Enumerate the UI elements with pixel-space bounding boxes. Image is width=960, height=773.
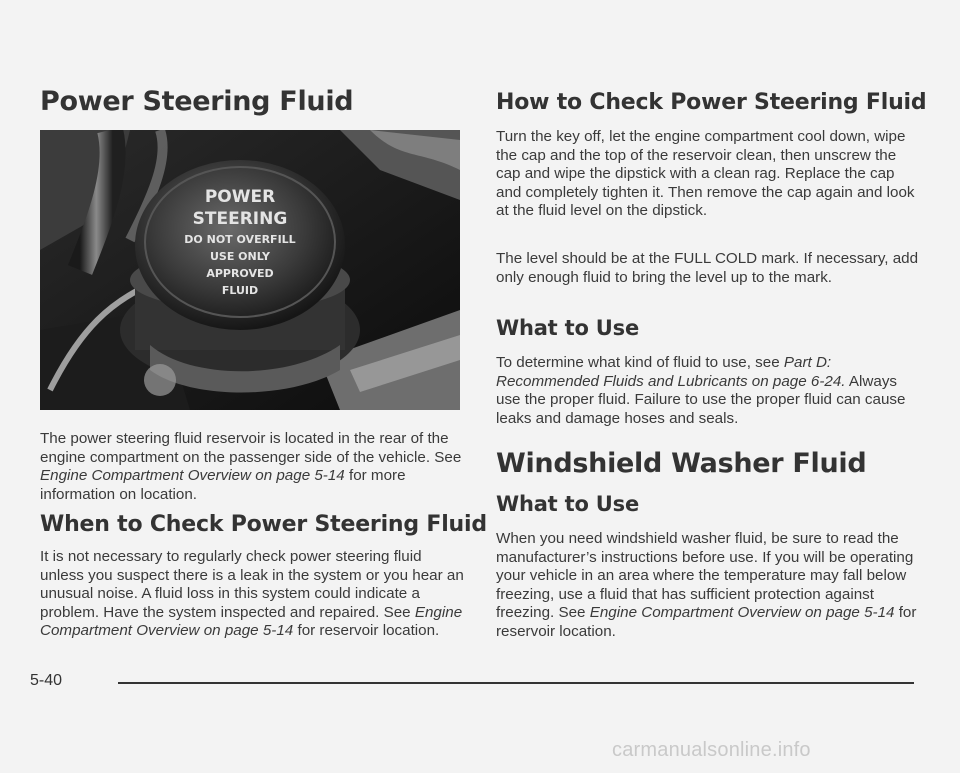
what1-text-2: Always use the proper fluid. Failure to use the proper fluid can cause leaks and damage hoses and seals. <box>496 372 906 427</box>
heading-what-to-use-2: What to Use <box>496 492 640 516</box>
what-to-use-paragraph-2 <box>496 530 920 642</box>
intro-cross-reference[interactable]: Engine Compartment Overview on page 5-14 <box>40 467 345 485</box>
heading-what-to-use-1: What to Use <box>496 316 640 340</box>
heading-how-to-check: How to Check Power Steering Fluid <box>496 90 927 115</box>
cap-text-line-6: FLUID <box>221 284 259 297</box>
when-text-1: It is not necessary to regularly check power steering fluid unless you suspect there is a leak in the system or you hear an unusual noise. A fluid loss in this system could indicate a problem. Have the system inspected and repaired. See <box>40 548 464 621</box>
page-number: 5-40 <box>30 672 63 689</box>
how-to-check-paragraph-1: Turn the key off, let the engine compartment cool down, wipe the cap and the top of the reservoir clean, then unscrew the cap and wipe the dipstick with a clean rag. Replace the cap and completely tighten it. Then remove the cap again and look at the fluid level on the dipstick. <box>496 128 915 220</box>
when-to-check-paragraph <box>40 548 464 641</box>
what2-text-1: When you need windshield washer fluid, be sure to read the manufacturer’s instructions before use. If you will be operating your vehicle in an area where the temperature may fall below freezing, use a fluid that has sufficient protection against freezing. See <box>496 530 914 622</box>
what2-cross-reference[interactable]: Engine Compartment Overview on page 5-14 <box>589 604 895 622</box>
when-text-2: for reservoir location. <box>293 622 440 640</box>
what1-text-1: To determine what kind of fluid to use, see <box>496 354 784 371</box>
cap-photo-illustration <box>40 130 460 410</box>
section-title-power-steering-fluid: Power Steering Fluid <box>40 86 354 117</box>
heading-when-to-check: When to Check Power Steering Fluid <box>40 512 487 537</box>
what-to-use-paragraph-1 <box>496 354 920 428</box>
what1-cross-reference[interactable]: Part D: Recommended Fluids and Lubricants on page 6-24. <box>496 354 846 390</box>
cap-text-line-4: USE ONLY <box>209 250 271 263</box>
when-cross-reference[interactable]: Engine Compartment Overview on page 5-14 <box>40 603 463 640</box>
intro-text-2: for more information on location. <box>40 467 406 503</box>
intro-text-1: The power steering fluid reservoir is located in the rear of the engine compartment on the passenger side of the vehicle. See <box>40 430 462 466</box>
cap-text-line-2: STEERING <box>192 209 288 229</box>
section-title-windshield-washer-fluid: Windshield Washer Fluid <box>496 448 867 479</box>
cap-text-line-1: POWER <box>204 187 276 207</box>
what2-text-2: for reservoir location. <box>496 604 917 640</box>
watermark-text: carmanualsonline.info <box>612 739 811 761</box>
power-steering-cap-photo <box>40 130 460 410</box>
cap-text-line-3: DO NOT OVERFILL <box>184 233 296 246</box>
cap-text-line-5: APPROVED <box>206 267 274 280</box>
footer-divider <box>118 682 914 684</box>
how-to-check-paragraph-2: The level should be at the FULL COLD mark. If necessary, add only enough fluid to bring the level up to the mark. <box>496 250 919 286</box>
intro-paragraph <box>40 430 464 504</box>
